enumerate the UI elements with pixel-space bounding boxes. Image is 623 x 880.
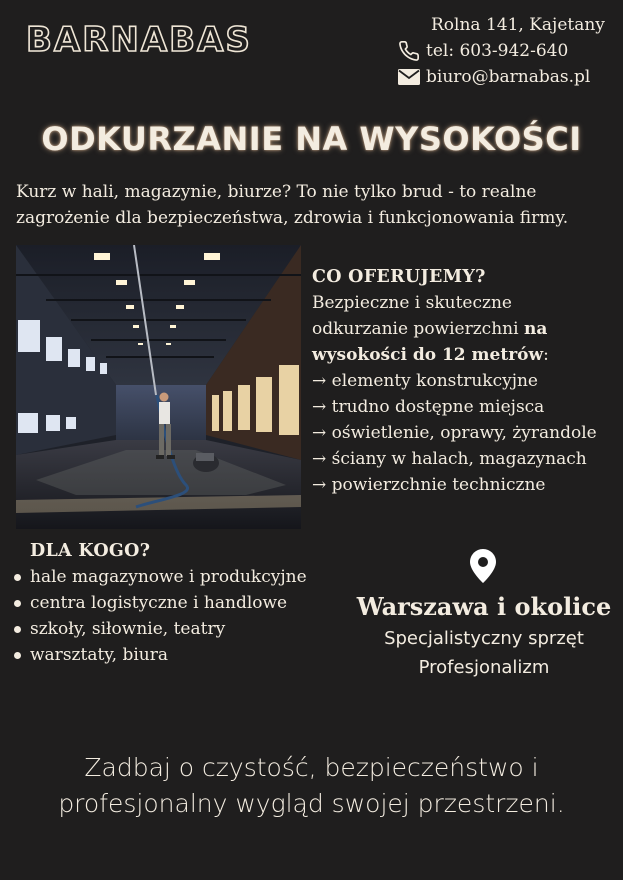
offer-lead-bold: na bbox=[523, 319, 548, 339]
offer-item: → oświetlenie, oprawy, żyrandole bbox=[312, 423, 597, 443]
location-line-professionalism: Profesjonalizm bbox=[418, 657, 550, 678]
audience-heading: DLA KOGO? bbox=[30, 541, 151, 561]
page-title: ODKURZANIE NA WYSOKOŚCI bbox=[41, 120, 582, 158]
list-item: hale magazynowe i produkcyjne bbox=[12, 564, 307, 590]
audience-section bbox=[30, 541, 325, 668]
offer-item: → powierzchnie techniczne bbox=[312, 475, 546, 495]
company-logo: BARNABAS bbox=[26, 20, 252, 60]
offer-lead-line-2 bbox=[312, 316, 622, 342]
location-block bbox=[344, 590, 623, 682]
location-city: Warszawa i okolice bbox=[356, 592, 612, 621]
audience-list bbox=[12, 564, 307, 668]
offer-item: → trudno dostępne miejsca bbox=[312, 397, 545, 417]
offer-lead-end: : bbox=[543, 345, 549, 365]
envelope-icon bbox=[398, 69, 426, 85]
contact-block bbox=[398, 12, 605, 90]
footer-line-2: profesjonalny wygląd swojej przestrzeni. bbox=[58, 789, 565, 818]
offer-heading: CO OFERUJEMY? bbox=[312, 267, 486, 287]
warehouse-cleaning-photo bbox=[16, 245, 301, 529]
intro-text: Kurz w hali, magazynie, biurze? To nie tylko brud - to realne zagrożenie dla bezpieczeństwa, zdrowia i funkcjonowania firmy. bbox=[16, 182, 569, 228]
email-link[interactable]: biuro@barnabas.pl bbox=[426, 67, 591, 87]
offer-item: → elementy konstrukcyjne bbox=[312, 371, 538, 391]
footer-tagline bbox=[0, 750, 623, 822]
offer-lead-line-1: Bezpieczne i skuteczne bbox=[312, 293, 512, 313]
phone-number[interactable]: tel: 603-942-640 bbox=[426, 41, 569, 61]
offer-lead-line-3 bbox=[312, 342, 622, 368]
list-item: szkoły, siłownie, teatry bbox=[12, 616, 307, 642]
offer-item: → ściany w halach, magazynach bbox=[312, 449, 587, 469]
offer-lead-bold-2: wysokości do 12 metrów bbox=[312, 345, 544, 365]
offer-section bbox=[312, 264, 622, 498]
phone-icon bbox=[398, 40, 426, 62]
address: Rolna 141, Kajetany bbox=[431, 15, 605, 35]
list-item: warsztaty, biura bbox=[12, 642, 307, 668]
map-pin-icon bbox=[470, 549, 496, 587]
location-line-equipment: Specjalistyczny sprzęt bbox=[384, 628, 584, 649]
list-item: centra logistyczne i handlowe bbox=[12, 590, 307, 616]
offer-lead-text: odkurzanie powierzchni bbox=[312, 319, 524, 339]
footer-line-1: Zadbaj o czystość, bezpieczeństwo i bbox=[84, 753, 539, 782]
